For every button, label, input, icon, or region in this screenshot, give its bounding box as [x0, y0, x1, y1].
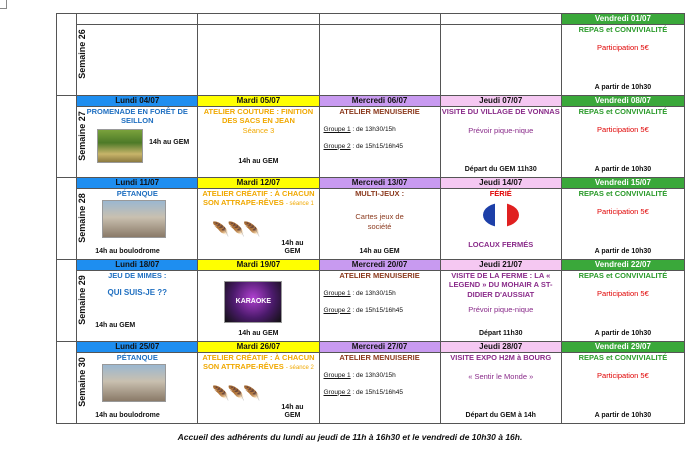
cell-monday-w27 [77, 107, 198, 178]
cell-tuesday-w28 [198, 189, 319, 260]
group-1-line: Groupe 1 : de 13h30/15h [323, 290, 396, 298]
cell-wednesday-w27 [319, 107, 440, 178]
day-header-friday: Vendredi 15/07 [561, 178, 684, 189]
week-label-27: Semaine 27 [57, 96, 77, 178]
day-header [77, 14, 198, 25]
day-header-wednesday: Mercredi 13/07 [319, 178, 440, 189]
group-2-line: Groupe 2 : de 15h15/16h45 [323, 306, 404, 314]
day-header-friday: Vendredi 08/07 [561, 96, 684, 107]
feathers-icon: 🪶🪶🪶 [212, 385, 259, 401]
cell-friday-w29 [561, 271, 684, 342]
day-header-thursday: Jeudi 21/07 [440, 260, 561, 271]
time-label: A partir de 10h30 [594, 84, 652, 92]
day-header-thursday: Jeudi 14/07 [440, 178, 561, 189]
day-header-thursday: Jeudi 07/07 [440, 96, 561, 107]
week-label-29: Semaine 29 [57, 260, 77, 342]
game-name: QUI SUIS-JE ?? [107, 288, 168, 298]
day-header-monday: Lundi 04/07 [77, 96, 198, 107]
day-header-wednesday: Mercredi 27/07 [319, 342, 440, 353]
time-label: 14h au GEM [95, 322, 136, 330]
feathers-icon: 🪶🪶🪶 [212, 221, 259, 237]
session-label: Séance 3 [242, 125, 275, 135]
time-label: Départ du GEM 11h30 [464, 166, 537, 174]
note-label: Prévoir pique-nique [468, 305, 534, 315]
cell-monday-w28 [77, 189, 198, 260]
petanque-photo [102, 364, 166, 402]
session-label: - séance 2 [285, 365, 314, 372]
cell-thursday-w30 [440, 353, 561, 424]
cell-empty [198, 25, 319, 96]
day-header [319, 14, 440, 25]
forest-photo [97, 129, 143, 163]
cell-wednesday-w28 [319, 189, 440, 260]
karaoke-image: KARAOKE [224, 281, 282, 323]
activity-title: VISITE DE LA FERME : LA « LEGEND » DU MOHAIR A ST-DIDIER D'AUSSIAT [448, 271, 553, 299]
activity-title: PÉTANQUE [116, 353, 158, 362]
price-label: Participation 5€ [597, 43, 649, 53]
time-label: A partir de 10h30 [594, 248, 652, 256]
week-label-26: Semaine 26 [57, 14, 77, 96]
body-row-w29 [57, 271, 685, 342]
holiday-title: FÉRIÉ [489, 189, 512, 198]
corner-mark [0, 0, 7, 9]
cell-monday-w30 [77, 353, 198, 424]
week-label-28: Semaine 28 [57, 178, 77, 260]
cell-friday-w27 [561, 107, 684, 178]
time-label: Départ du GEM à 14h [465, 412, 536, 420]
schedule-table [56, 13, 685, 424]
header-row-w26 [57, 14, 685, 25]
day-header-tuesday: Mardi 12/07 [198, 178, 319, 189]
body-row-w26 [57, 25, 685, 96]
day-header-wednesday: Mercredi 20/07 [319, 260, 440, 271]
group-2-line: Groupe 2 : de 15h15/16h45 [323, 142, 404, 150]
time-label: 14h au GEM [238, 330, 279, 338]
cell-empty [319, 25, 440, 96]
header-row-w27 [57, 96, 685, 107]
activity-title: ATELIER MENUISERIE [339, 271, 420, 280]
body-row-w28 [57, 189, 685, 260]
day-header-tuesday: Mardi 19/07 [198, 260, 319, 271]
games-label: Cartes jeux de société [355, 212, 404, 231]
activity-title: ATELIER CRÉATIF : À CHACUN SON ATTRAPE-RÊVES - séance 1 [202, 189, 315, 208]
french-flag-icon [483, 203, 519, 227]
day-header-friday: Vendredi 01/07 [561, 14, 684, 25]
price-label: Participation 5€ [597, 289, 649, 299]
cell-monday-w29 [77, 271, 198, 342]
cell-thursday-w28 [440, 189, 561, 260]
activity-title: ATELIER MENUISERIE [339, 107, 420, 116]
activity-title: VISITE DU VILLAGE DE VONNAS [441, 107, 560, 116]
time-label: A partir de 10h30 [594, 412, 652, 420]
activity-title: ATELIER MENUISERIE [339, 353, 420, 362]
day-header-monday: Lundi 18/07 [77, 260, 198, 271]
day-header [198, 14, 319, 25]
group-1-line: Groupe 1 : de 13h30/15h [323, 126, 396, 134]
closed-label: LOCAUX FERMÉS [468, 239, 534, 249]
day-header-friday: Vendredi 29/07 [561, 342, 684, 353]
time-label: Départ 11h30 [478, 330, 523, 338]
day-header-monday: Lundi 11/07 [77, 178, 198, 189]
time-label: 14h au GEM [149, 139, 190, 146]
activity-title: PÉTANQUE [116, 189, 158, 198]
day-header-monday: Lundi 25/07 [77, 342, 198, 353]
activity-title: ATELIER COUTURE : FINITION DES SACS EN JEAN [203, 107, 314, 126]
activity-title: JEU DE MIMES : [108, 271, 167, 280]
cell-tuesday-w29 [198, 271, 319, 342]
activity-title: VISITE EXPO H2M à BOURG [450, 353, 552, 362]
time-label: 14h au boulodrome [95, 248, 160, 256]
day-header [440, 14, 561, 25]
cell-tuesday-w27 [198, 107, 319, 178]
time-label: A partir de 10h30 [594, 330, 652, 338]
price-label: Participation 5€ [597, 207, 649, 217]
time-label: 14h au GEM [281, 403, 304, 420]
week-label-30: Semaine 30 [57, 342, 77, 424]
body-row-w27 [57, 107, 685, 178]
cell-empty [440, 25, 561, 96]
activity-title: PROMENADE EN FORÊT DE SEILLON [86, 107, 188, 126]
note-label: Prévoir pique-nique [468, 126, 534, 136]
cell-tuesday-w30 [198, 353, 319, 424]
activity-title: ATELIER CRÉATIF : À CHACUN SON ATTRAPE-RÊVES - séance 2 [202, 353, 315, 372]
header-row-w29 [57, 260, 685, 271]
cell-empty [77, 25, 198, 96]
activity-title: REPAS et CONVIVIALITÉ [578, 353, 668, 362]
day-header-thursday: Jeudi 28/07 [440, 342, 561, 353]
activity-title: REPAS et CONVIVIALITÉ [578, 107, 668, 116]
time-label: 14h au GEM [359, 248, 400, 256]
activity-title: REPAS et CONVIVIALITÉ [578, 271, 668, 280]
cell-thursday-w27 [440, 107, 561, 178]
cell-wednesday-w29 [319, 271, 440, 342]
day-header-friday: Vendredi 22/07 [561, 260, 684, 271]
time-label: 14h au boulodrome [95, 412, 160, 420]
header-row-w28 [57, 178, 685, 189]
activity-title: MULTI-JEUX : [355, 189, 405, 198]
group-2-line: Groupe 2 : de 15h15/16h45 [323, 388, 404, 396]
day-header-tuesday: Mardi 05/07 [198, 96, 319, 107]
time-label: A partir de 10h30 [594, 166, 652, 174]
price-label: Participation 5€ [597, 125, 649, 135]
price-label: Participation 5€ [597, 371, 649, 381]
group-1-line: Groupe 1 : de 13h30/15h [323, 372, 396, 380]
body-row-w30 [57, 353, 685, 424]
session-label: - séance 1 [285, 201, 314, 208]
cell-friday-w28 [561, 189, 684, 260]
header-row-w30 [57, 342, 685, 353]
cell-thursday-w29 [440, 271, 561, 342]
time-label: 14h au GEM [238, 158, 279, 166]
cell-friday-w26 [561, 25, 684, 96]
note-label: « Sentir le Monde » [468, 372, 534, 382]
time-label: 14h au GEM [281, 239, 304, 256]
schedule-wrapper [56, 13, 685, 424]
day-header-tuesday: Mardi 26/07 [198, 342, 319, 353]
cell-friday-w30 [561, 353, 684, 424]
petanque-photo [102, 200, 166, 238]
activity-title: REPAS et CONVIVIALITÉ [578, 189, 668, 198]
opening-hours-footer: Accueil des adhérents du lundi au jeudi de 11h à 16h30 et le vendredi de 10h30 à 16h. [177, 432, 523, 442]
cell-wednesday-w30 [319, 353, 440, 424]
day-header-wednesday: Mercredi 06/07 [319, 96, 440, 107]
activity-title: REPAS et CONVIVIALITÉ [578, 25, 668, 34]
